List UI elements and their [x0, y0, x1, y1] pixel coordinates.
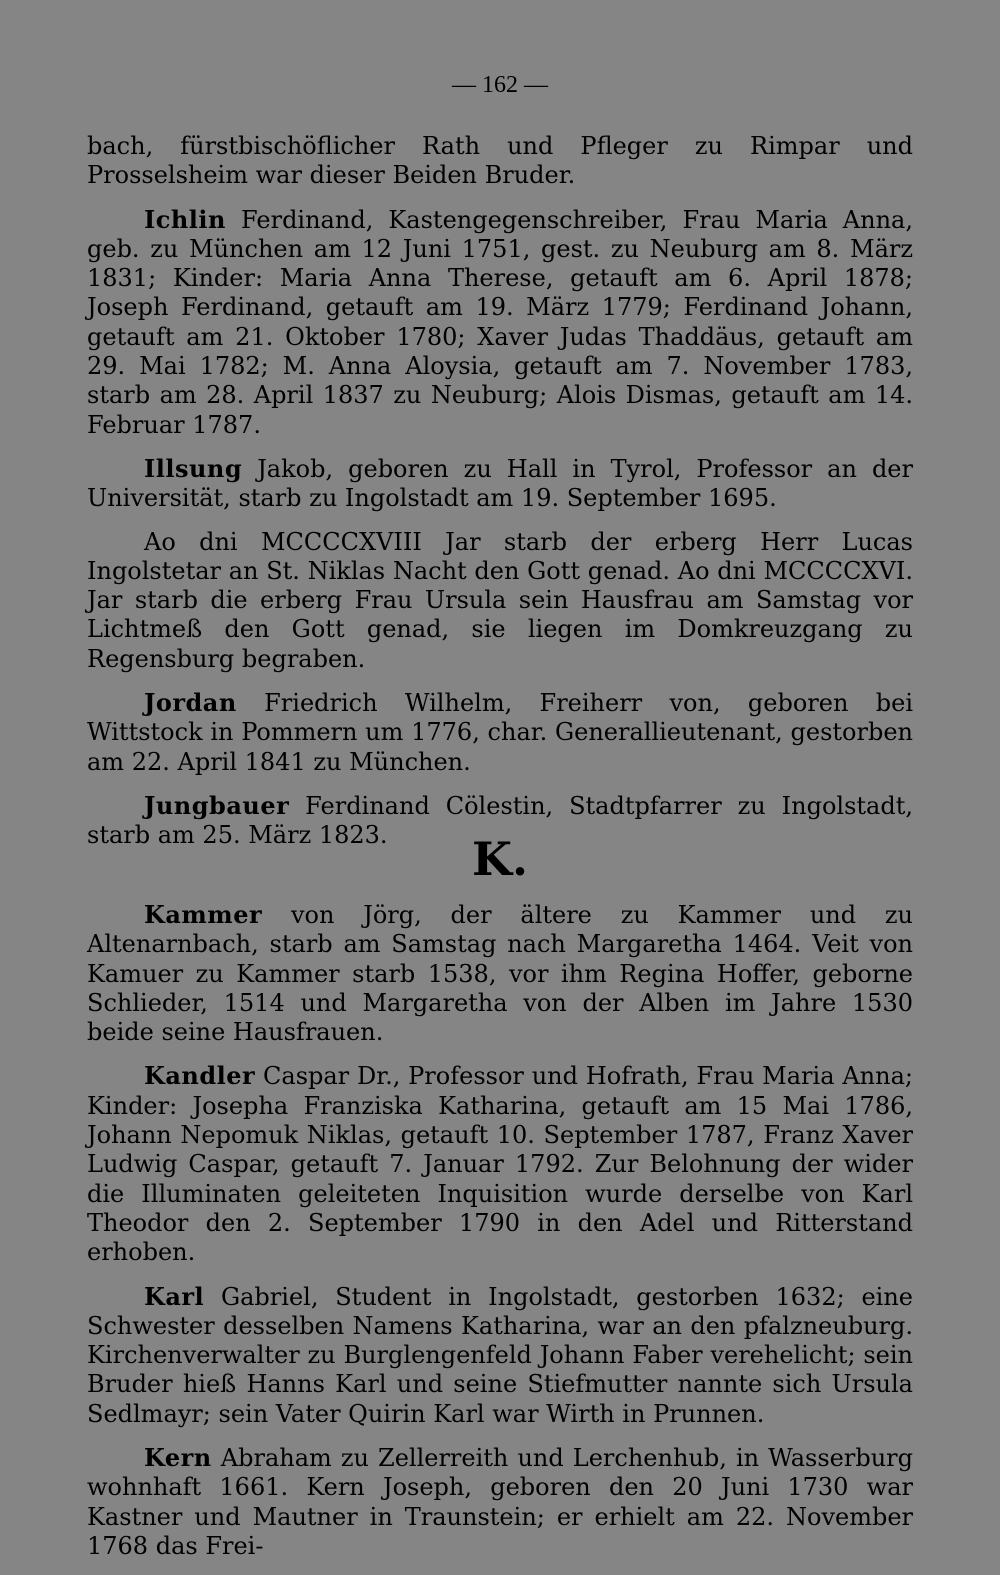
entry — [87, 900, 913, 1047]
entry-text: bach, fürstbischöflicher Rath und Pfleger zu Rimpar und Prosselsheim war dieser Beiden Bruder. — [87, 132, 913, 190]
entry-text: Ao dni MCCCCXVIII Jar starb der erberg Herr Lucas Ingolstetar an St. Niklas Nacht den Gott genad. Ao dni MCCCCXVI. Jar starb die erberg Frau Ursula sein Hausfrau am Samstag vor Lichtmeß den Gott genad, sie liegen im Domkreuzgang zu Regensburg begraben. — [87, 527, 913, 673]
entry-text: Abraham zu Zellerreith und Lerchenhub, in Wasserburg wohnhaft 1661. Kern Joseph, geboren den 20 Juni 1730 war Kastner und Mautner in Traunstein; er erhielt am 22. November 1768 das Frei- — [87, 1444, 913, 1560]
entry — [87, 454, 913, 514]
entry — [87, 528, 913, 674]
entry — [87, 1443, 913, 1561]
entry-head: Jordan — [144, 688, 237, 718]
entry-head: Kandler — [144, 1061, 256, 1091]
entry-text: Jakob, geboren zu Hall in Tyrol, Professor an der Universität, starb zu Ingolstadt am 19. September 1695. — [87, 454, 913, 513]
entries-bottom — [87, 900, 913, 1575]
entry-head: Jungbauer — [144, 790, 290, 820]
entries-top — [87, 132, 913, 865]
entry-continuation — [87, 132, 913, 191]
entry-head: Illsung — [144, 453, 243, 483]
entry-text: von Jörg, der ältere zu Kammer und zu Altenarnbach, starb am Samstag nach Margaretha 1464. Veit von Kamuer zu Kammer starb 1538, vor ihm Regina Hoffer, geborne Schlieder, 1514 und Margaretha von der Alben im Jahre 1530 beide seine Hausfrauen. — [87, 901, 913, 1047]
section-letter: K. — [472, 832, 528, 886]
entry — [87, 1282, 913, 1429]
entry-text: Friedrich Wilhelm, Freiherr von, geboren bei Wittstock in Pommern um 1776, char. Generallieutenant, gestorben am 22. April 1841 zu München. — [87, 689, 913, 776]
entry — [87, 205, 913, 440]
entry-text: Gabriel, Student in Ingolstadt, gestorben 1632; eine Schwester desselben Namens Katharina, war an den pfalzneuburg. Kirchenverwalter zu Burglengenfeld Johann Faber verehelicht; sein Bruder hieß Hanns Karl und seine Stiefmutter nannte sich Ursula Sedlmayr; sein Vater Quirin Karl war Wirth in Prunnen. — [87, 1282, 913, 1428]
entry-head: Kammer — [144, 900, 263, 929]
entry-text: Ferdinand Cölestin, Stadtpfarrer zu Ingolstadt, starb am 25. März 1823. — [87, 791, 913, 850]
entry — [87, 688, 913, 777]
entry-text: Caspar Dr., Professor und Hofrath, Frau Maria Anna; Kinder: Josepha Franziska Katharina, getauft am 15 Mai 1786, Johann Nepomuk Niklas, getauft 10. September 1787, Franz Xaver Ludwig Caspar, getauft 7. Januar 1792. Zur Belohnung der wider die Illuminaten geleiteten Inquisition wurde derselbe von Karl Theodor den 2. September 1790 in den Adel und Ritterstand erhoben. — [87, 1062, 913, 1267]
page-number: — 162 — — [452, 72, 548, 98]
entry-head: Karl — [144, 1281, 205, 1311]
entry-text: Ferdinand, Kastengegenschreiber, Frau Maria Anna, geb. zu München am 12 Juni 1751, gest. zu Neuburg am 8. März 1831; Kinder: Maria Anna Therese, getauft am 6. April 1878; Joseph Ferdinand, getauft am 19. März 1779; Ferdinand Johann, getauft am 21. Oktober 1780; Xaver Judas Thaddäus, getauft am 29. Mai 1782; M. Anna Aloysia, getauft am 7. November 1783, starb am 28. April 1837 zu Neuburg; Alois Dismas, getauft am 14. Februar 1787. — [87, 205, 913, 439]
entry-head: Ichlin — [144, 204, 226, 234]
entry — [87, 1061, 913, 1267]
entry-head: Kern — [144, 1443, 212, 1473]
